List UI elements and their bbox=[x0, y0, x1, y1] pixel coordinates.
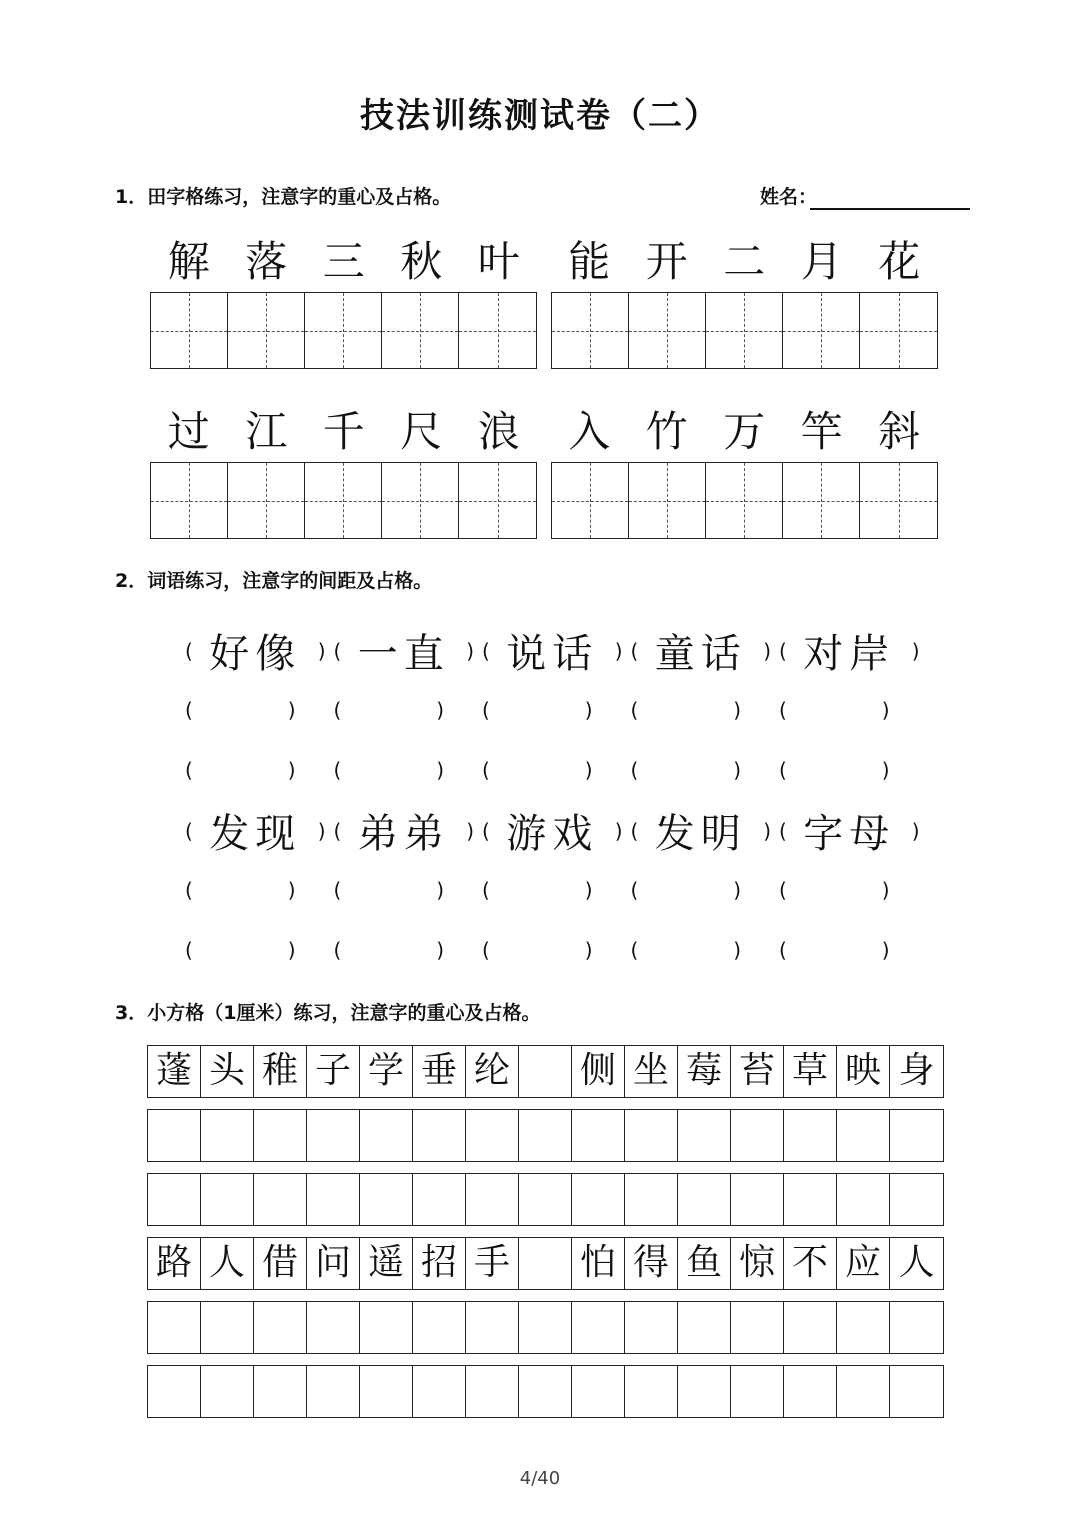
square-cell[interactable] bbox=[890, 1302, 943, 1353]
paren-close: ) bbox=[317, 818, 326, 843]
square-char: 子 bbox=[307, 1046, 360, 1097]
practice-char: 入 bbox=[568, 407, 611, 456]
word-item bbox=[185, 802, 334, 859]
square-cell[interactable] bbox=[201, 1366, 254, 1417]
tianzige-cell[interactable] bbox=[552, 293, 629, 368]
tianzige-cell[interactable] bbox=[305, 463, 382, 538]
practice-char: 花 bbox=[878, 237, 921, 286]
square-char: 怕 bbox=[572, 1238, 625, 1289]
blank-answer-row[interactable]: ( ) ( ) ( ) ( ) ( ) bbox=[185, 758, 890, 782]
square-cell[interactable] bbox=[572, 1302, 625, 1353]
tianzige-cell[interactable] bbox=[783, 293, 860, 368]
small-square-row bbox=[147, 1109, 944, 1162]
square-cell[interactable] bbox=[360, 1110, 413, 1161]
square-cell[interactable] bbox=[148, 1366, 201, 1417]
square-cell[interactable] bbox=[254, 1174, 307, 1225]
paren-close: ) bbox=[911, 818, 920, 843]
square-cell[interactable] bbox=[837, 1110, 890, 1161]
paren-open: ( bbox=[333, 818, 342, 843]
square-char: 垂 bbox=[413, 1046, 466, 1097]
square-char: 人 bbox=[898, 1242, 935, 1283]
word-text: 一直 bbox=[357, 631, 450, 677]
tianzige-cell[interactable] bbox=[860, 463, 937, 538]
tianzige-cell[interactable] bbox=[783, 463, 860, 538]
tianzige-cell[interactable] bbox=[382, 293, 459, 368]
square-cell[interactable] bbox=[466, 1302, 519, 1353]
square-cell[interactable] bbox=[201, 1110, 254, 1161]
square-char: 借 bbox=[254, 1238, 307, 1289]
paren-close: ) bbox=[614, 818, 623, 843]
tianzige-cell[interactable] bbox=[228, 293, 305, 368]
paren-open: ( bbox=[779, 818, 787, 843]
square-cell[interactable] bbox=[678, 1302, 731, 1353]
section1-chars-row bbox=[150, 230, 938, 294]
tianzige-grid bbox=[551, 462, 938, 539]
square-char: 纶 bbox=[466, 1046, 519, 1097]
square-cell[interactable] bbox=[360, 1302, 413, 1353]
square-cell[interactable] bbox=[201, 1174, 254, 1225]
square-cell[interactable] bbox=[625, 1302, 678, 1353]
square-cell[interactable] bbox=[890, 1366, 943, 1417]
tianzige-cell[interactable] bbox=[629, 463, 706, 538]
square-cell[interactable] bbox=[678, 1366, 731, 1417]
square-cell[interactable] bbox=[731, 1302, 784, 1353]
word-text: 字母 bbox=[803, 811, 896, 857]
word-item bbox=[185, 622, 334, 679]
word-item bbox=[334, 802, 483, 859]
word-text: 弟弟 bbox=[357, 811, 450, 857]
practice-char: 浪 bbox=[477, 407, 520, 456]
tianzige-grid bbox=[150, 462, 537, 539]
tianzige-cell[interactable] bbox=[151, 293, 228, 368]
square-cell[interactable] bbox=[254, 1366, 307, 1417]
practice-char: 秋 bbox=[400, 237, 443, 286]
square-cell[interactable] bbox=[731, 1366, 784, 1417]
square-cell[interactable] bbox=[519, 1302, 572, 1353]
word-item bbox=[334, 622, 483, 679]
word-item bbox=[779, 622, 928, 679]
practice-char: 尺 bbox=[400, 407, 443, 456]
square-cell[interactable] bbox=[413, 1366, 466, 1417]
square-cell[interactable] bbox=[519, 1110, 572, 1161]
square-char bbox=[519, 1046, 572, 1097]
square-cell[interactable] bbox=[572, 1110, 625, 1161]
small-square-row bbox=[147, 1365, 944, 1418]
paren-open: ( bbox=[185, 638, 193, 663]
square-char: 身 bbox=[898, 1050, 935, 1091]
word-item bbox=[482, 802, 631, 859]
square-cell[interactable] bbox=[678, 1174, 731, 1225]
square-cell[interactable] bbox=[678, 1110, 731, 1161]
practice-char: 解 bbox=[167, 237, 210, 286]
word-text: 发明 bbox=[654, 811, 747, 857]
practice-char: 江 bbox=[245, 407, 288, 456]
word-item bbox=[631, 802, 780, 859]
practice-char: 过 bbox=[167, 407, 210, 456]
square-cell[interactable] bbox=[307, 1366, 360, 1417]
square-cell[interactable] bbox=[784, 1366, 837, 1417]
square-char: 问 bbox=[307, 1238, 360, 1289]
square-char: 学 bbox=[360, 1046, 413, 1097]
section3-instruction: 3．小方格（1厘米）练习，注意字的重心及占格。 bbox=[115, 1002, 541, 1024]
square-cell[interactable] bbox=[201, 1302, 254, 1353]
square-char: 手 bbox=[466, 1238, 519, 1289]
square-cell[interactable] bbox=[731, 1174, 784, 1225]
word-row bbox=[185, 802, 928, 859]
section2-instruction: 2．词语练习，注意字的间距及占格。 bbox=[115, 570, 433, 592]
word-text: 好像 bbox=[209, 631, 302, 677]
tianzige-cell[interactable] bbox=[151, 463, 228, 538]
small-square-row bbox=[147, 1045, 944, 1098]
practice-char: 竿 bbox=[800, 407, 843, 456]
page-number: 4/40 bbox=[519, 1468, 561, 1489]
square-char: 鱼 bbox=[678, 1238, 731, 1289]
square-char: 路 bbox=[148, 1238, 201, 1289]
square-char: 招 bbox=[413, 1238, 466, 1289]
small-square-row bbox=[147, 1173, 944, 1226]
square-char: 侧 bbox=[572, 1046, 625, 1097]
square-cell[interactable] bbox=[625, 1174, 678, 1225]
square-char: 人 bbox=[201, 1238, 254, 1289]
name-label: 姓名： bbox=[760, 186, 818, 208]
square-char: 苔 bbox=[731, 1046, 784, 1097]
paren-close: ) bbox=[911, 638, 920, 663]
word-item bbox=[779, 802, 928, 859]
square-cell[interactable] bbox=[890, 1174, 943, 1225]
paren-open: ( bbox=[630, 818, 639, 843]
square-cell[interactable] bbox=[837, 1366, 890, 1417]
word-text: 发现 bbox=[209, 811, 302, 857]
square-cell[interactable] bbox=[307, 1110, 360, 1161]
paren-close: ) bbox=[763, 818, 771, 843]
tianzige-cell[interactable] bbox=[706, 463, 783, 538]
practice-char: 二 bbox=[723, 237, 766, 286]
practice-char: 能 bbox=[568, 237, 611, 286]
square-char: 得 bbox=[625, 1238, 678, 1289]
paren-close: ) bbox=[317, 638, 326, 663]
tianzige-cell[interactable] bbox=[459, 463, 536, 538]
section1-chars-row bbox=[150, 400, 938, 464]
page-title: 技法训练测试卷（二） bbox=[360, 96, 720, 136]
paren-open: ( bbox=[333, 638, 342, 663]
square-cell[interactable] bbox=[837, 1302, 890, 1353]
paren-open: ( bbox=[185, 818, 193, 843]
word-row bbox=[185, 622, 928, 679]
square-cell[interactable] bbox=[307, 1302, 360, 1353]
practice-char: 叶 bbox=[477, 237, 520, 286]
practice-char: 三 bbox=[322, 237, 365, 286]
square-cell[interactable] bbox=[413, 1174, 466, 1225]
practice-char: 落 bbox=[245, 237, 288, 286]
word-text: 游戏 bbox=[506, 811, 599, 857]
word-item bbox=[631, 622, 780, 679]
word-text: 童话 bbox=[654, 631, 747, 677]
square-cell[interactable] bbox=[148, 1174, 201, 1225]
square-cell[interactable] bbox=[466, 1110, 519, 1161]
paren-close: ) bbox=[466, 818, 474, 843]
square-char: 惊 bbox=[731, 1238, 784, 1289]
tianzige-cell[interactable] bbox=[382, 463, 459, 538]
square-cell[interactable] bbox=[890, 1110, 943, 1161]
square-cell[interactable] bbox=[254, 1302, 307, 1353]
tianzige-cell[interactable] bbox=[629, 293, 706, 368]
square-char: 映 bbox=[837, 1046, 890, 1097]
tianzige-cell[interactable] bbox=[860, 293, 937, 368]
small-square-row bbox=[147, 1301, 944, 1354]
tianzige-cell[interactable] bbox=[305, 293, 382, 368]
practice-char: 月 bbox=[800, 237, 843, 286]
square-cell[interactable] bbox=[466, 1174, 519, 1225]
paren-close: ) bbox=[466, 638, 474, 663]
square-cell[interactable] bbox=[731, 1110, 784, 1161]
paren-open: ( bbox=[482, 818, 490, 843]
square-cell[interactable] bbox=[519, 1174, 572, 1225]
square-char: 遥 bbox=[360, 1238, 413, 1289]
paren-close: ) bbox=[763, 638, 771, 663]
square-char: 草 bbox=[784, 1046, 837, 1097]
paren-open: ( bbox=[482, 638, 490, 663]
square-cell[interactable] bbox=[572, 1174, 625, 1225]
section1-instruction: 1．田字格练习，注意字的重心及占格。 bbox=[115, 186, 452, 208]
square-cell[interactable] bbox=[307, 1174, 360, 1225]
square-cell[interactable] bbox=[784, 1174, 837, 1225]
paren-open: ( bbox=[630, 638, 639, 663]
word-text: 对岸 bbox=[803, 631, 896, 677]
square-cell[interactable] bbox=[148, 1302, 201, 1353]
practice-char: 万 bbox=[723, 407, 766, 456]
square-cell[interactable] bbox=[784, 1110, 837, 1161]
tianzige-cell[interactable] bbox=[459, 293, 536, 368]
paren-close: ) bbox=[614, 638, 623, 663]
tianzige-cell[interactable] bbox=[228, 463, 305, 538]
square-cell[interactable] bbox=[413, 1302, 466, 1353]
tianzige-grid bbox=[150, 292, 537, 369]
square-char: 头 bbox=[201, 1046, 254, 1097]
name-input-line[interactable] bbox=[810, 208, 970, 210]
square-cell[interactable] bbox=[254, 1110, 307, 1161]
word-text: 说话 bbox=[506, 631, 599, 677]
small-square-row bbox=[147, 1237, 944, 1290]
square-cell[interactable] bbox=[625, 1110, 678, 1161]
tianzige-grid bbox=[551, 292, 938, 369]
square-cell[interactable] bbox=[360, 1366, 413, 1417]
square-cell[interactable] bbox=[413, 1110, 466, 1161]
practice-char: 开 bbox=[645, 237, 688, 286]
practice-char: 千 bbox=[322, 407, 365, 456]
square-cell[interactable] bbox=[572, 1366, 625, 1417]
paren-open: ( bbox=[779, 638, 787, 663]
square-cell[interactable] bbox=[837, 1174, 890, 1225]
square-cell[interactable] bbox=[625, 1366, 678, 1417]
square-cell[interactable] bbox=[784, 1302, 837, 1353]
square-char: 应 bbox=[837, 1238, 890, 1289]
square-cell[interactable] bbox=[360, 1174, 413, 1225]
square-char: 莓 bbox=[678, 1046, 731, 1097]
square-char: 蓬 bbox=[148, 1046, 201, 1097]
blank-answer-row[interactable]: ( ) ( ) ( ) ( ) ( ) bbox=[185, 878, 890, 902]
tianzige-cell[interactable] bbox=[706, 293, 783, 368]
square-char bbox=[519, 1238, 572, 1289]
square-char: 坐 bbox=[625, 1046, 678, 1097]
square-char: 不 bbox=[784, 1238, 837, 1289]
square-cell[interactable] bbox=[148, 1110, 201, 1161]
practice-char: 斜 bbox=[878, 407, 921, 456]
blank-answer-row[interactable]: ( ) ( ) ( ) ( ) ( ) bbox=[185, 938, 890, 962]
word-item bbox=[482, 622, 631, 679]
practice-char: 竹 bbox=[645, 407, 688, 456]
tianzige-cell[interactable] bbox=[552, 463, 629, 538]
square-char: 稚 bbox=[254, 1046, 307, 1097]
blank-answer-row[interactable]: ( ) ( ) ( ) ( ) ( ) bbox=[185, 698, 890, 722]
square-cell[interactable] bbox=[519, 1366, 572, 1417]
square-cell[interactable] bbox=[466, 1366, 519, 1417]
